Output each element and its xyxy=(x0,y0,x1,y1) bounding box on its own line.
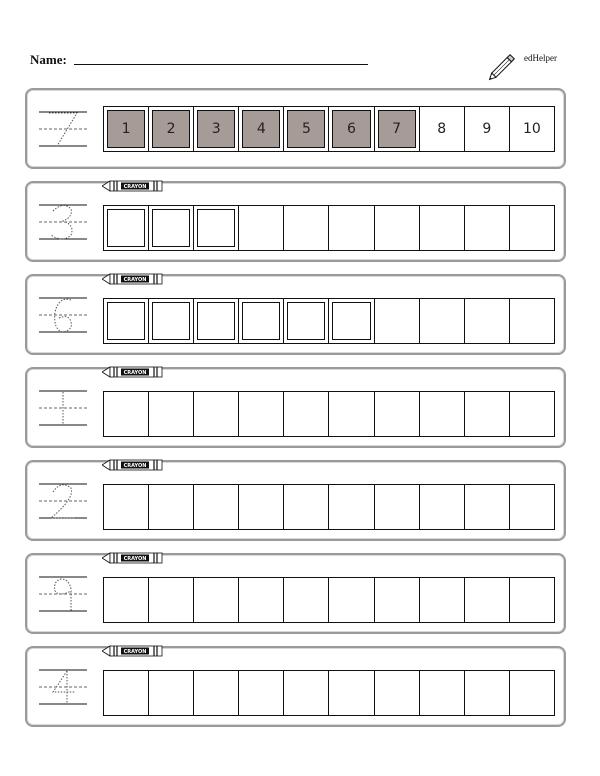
crayon-label: CRAYON xyxy=(123,277,147,284)
grid-cell[interactable] xyxy=(194,299,239,343)
grid-cell[interactable] xyxy=(510,107,554,151)
grid-cell[interactable] xyxy=(375,392,420,436)
grid-cell[interactable] xyxy=(465,578,510,622)
grid-cell[interactable] xyxy=(149,206,194,250)
grid-cell[interactable] xyxy=(149,485,194,529)
grid-cell[interactable] xyxy=(149,299,194,343)
grid-cell[interactable] xyxy=(149,578,194,622)
inner-square xyxy=(107,209,145,247)
grid-cell[interactable] xyxy=(329,299,374,343)
grid-cell[interactable] xyxy=(510,206,554,250)
grid-cell[interactable] xyxy=(149,671,194,715)
cell-number: 6 xyxy=(347,121,356,137)
ten-frame-grid xyxy=(103,298,555,344)
inner-square xyxy=(332,302,370,340)
grid-cell[interactable] xyxy=(239,578,284,622)
grid-cell[interactable] xyxy=(465,671,510,715)
grid-cell[interactable] xyxy=(194,206,239,250)
ten-frame-grid xyxy=(103,670,555,716)
grid-cell[interactable] xyxy=(465,392,510,436)
grid-cell[interactable] xyxy=(104,107,149,151)
cell-number: 7 xyxy=(392,121,402,137)
crayon-icon xyxy=(102,552,164,564)
counting-row-3 xyxy=(25,181,566,262)
grid-cell[interactable] xyxy=(329,485,374,529)
grid-cell[interactable] xyxy=(465,299,510,343)
grid-cell[interactable] xyxy=(375,206,420,250)
grid-cell[interactable] xyxy=(239,206,284,250)
crayon-icon xyxy=(102,180,164,192)
counting-row-1 xyxy=(25,367,566,448)
name-label: Name: xyxy=(30,52,67,67)
grid-cell[interactable] xyxy=(329,107,374,151)
ten-frame-grid xyxy=(103,205,555,251)
grid-cell[interactable] xyxy=(104,392,149,436)
cell-number: 3 xyxy=(211,121,221,137)
inner-square xyxy=(197,209,235,247)
trace-digit-9[interactable] xyxy=(39,569,87,619)
grid-cell[interactable] xyxy=(284,392,329,436)
grid-cell[interactable] xyxy=(284,671,329,715)
grid-cell[interactable] xyxy=(194,107,239,151)
grid-cell[interactable] xyxy=(149,392,194,436)
cell-number: 2 xyxy=(166,121,176,137)
grid-cell[interactable] xyxy=(465,485,510,529)
crayon-icon xyxy=(102,645,164,657)
cell-number: 8 xyxy=(437,121,447,137)
grid-cell[interactable] xyxy=(465,206,510,250)
grid-cell[interactable] xyxy=(104,485,149,529)
grid-cell[interactable] xyxy=(194,671,239,715)
grid-cell[interactable] xyxy=(420,671,465,715)
crayon-icon xyxy=(102,459,164,471)
grid-cell[interactable] xyxy=(329,392,374,436)
grid-cell[interactable] xyxy=(375,299,420,343)
grid-cell[interactable] xyxy=(104,206,149,250)
grid-cell[interactable] xyxy=(149,107,194,151)
grid-cell[interactable] xyxy=(375,671,420,715)
ten-frame-grid xyxy=(103,106,555,152)
trace-digit-2[interactable] xyxy=(39,476,87,526)
inner-square xyxy=(242,302,280,340)
grid-cell[interactable] xyxy=(510,392,554,436)
cell-number: 10 xyxy=(522,121,541,137)
ten-frame-grid xyxy=(103,577,555,623)
cell-number: 4 xyxy=(256,121,266,137)
grid-cell[interactable] xyxy=(104,671,149,715)
grid-cell[interactable] xyxy=(284,578,329,622)
trace-digit-6[interactable] xyxy=(39,290,87,340)
grid-cell[interactable] xyxy=(239,107,284,151)
counting-row-7 xyxy=(25,88,566,169)
pencil-icon xyxy=(486,50,520,82)
trace-digit-3[interactable] xyxy=(39,197,87,247)
grid-cell[interactable] xyxy=(375,578,420,622)
crayon-label: CRAYON xyxy=(123,370,147,377)
crayon-label: CRAYON xyxy=(123,184,147,191)
grid-cell[interactable] xyxy=(420,206,465,250)
grid-cell[interactable] xyxy=(420,107,465,151)
grid-cell[interactable] xyxy=(194,392,239,436)
crayon-icon xyxy=(102,273,164,285)
grid-cell[interactable] xyxy=(420,299,465,343)
grid-cell[interactable] xyxy=(284,206,329,250)
grid-cell[interactable] xyxy=(420,392,465,436)
grid-cell[interactable] xyxy=(420,578,465,622)
inner-square xyxy=(197,302,235,340)
trace-digit-4[interactable] xyxy=(39,662,87,712)
grid-cell[interactable] xyxy=(239,392,284,436)
counting-row-4 xyxy=(25,646,566,727)
counting-row-2 xyxy=(25,460,566,541)
grid-cell[interactable] xyxy=(329,578,374,622)
cell-number: 9 xyxy=(482,121,492,137)
grid-cell[interactable] xyxy=(284,485,329,529)
cell-number: 5 xyxy=(301,121,311,137)
counting-row-9 xyxy=(25,553,566,634)
crayon-label: CRAYON xyxy=(123,463,147,470)
grid-cell[interactable] xyxy=(510,485,554,529)
grid-cell[interactable] xyxy=(510,299,554,343)
crayon-label: CRAYON xyxy=(123,649,147,656)
grid-cell[interactable] xyxy=(510,671,554,715)
ten-frame-grid xyxy=(103,484,555,530)
grid-cell[interactable] xyxy=(194,578,239,622)
grid-cell[interactable] xyxy=(239,299,284,343)
grid-cell[interactable] xyxy=(329,206,374,250)
grid-cell[interactable] xyxy=(375,485,420,529)
grid-cell[interactable] xyxy=(239,671,284,715)
trace-digit-1[interactable] xyxy=(39,383,87,433)
name-write-line[interactable] xyxy=(74,64,368,65)
cell-number: 1 xyxy=(121,121,131,137)
inner-square xyxy=(152,209,190,247)
grid-cell[interactable] xyxy=(284,299,329,343)
grid-cell[interactable] xyxy=(104,578,149,622)
grid-cell[interactable] xyxy=(239,485,284,529)
grid-cell[interactable] xyxy=(329,671,374,715)
inner-square xyxy=(107,302,145,340)
counting-row-6 xyxy=(25,274,566,355)
grid-cell[interactable] xyxy=(375,107,420,151)
grid-cell[interactable] xyxy=(465,107,510,151)
grid-cell[interactable] xyxy=(194,485,239,529)
inner-square xyxy=(152,302,190,340)
digit-trace-path xyxy=(55,299,72,332)
grid-cell[interactable] xyxy=(284,107,329,151)
grid-cell[interactable] xyxy=(420,485,465,529)
trace-digit-7[interactable] xyxy=(39,104,87,154)
crayon-icon xyxy=(102,366,164,378)
ten-frame-grid xyxy=(103,391,555,437)
digit-trace-path xyxy=(49,113,77,146)
crayon-label: CRAYON xyxy=(123,556,147,563)
grid-cell[interactable] xyxy=(104,299,149,343)
digit-trace-path xyxy=(55,579,71,611)
inner-square xyxy=(287,302,325,340)
brand-label: edHelper xyxy=(524,53,557,63)
grid-cell[interactable] xyxy=(510,578,554,622)
worksheet-header xyxy=(0,0,600,80)
